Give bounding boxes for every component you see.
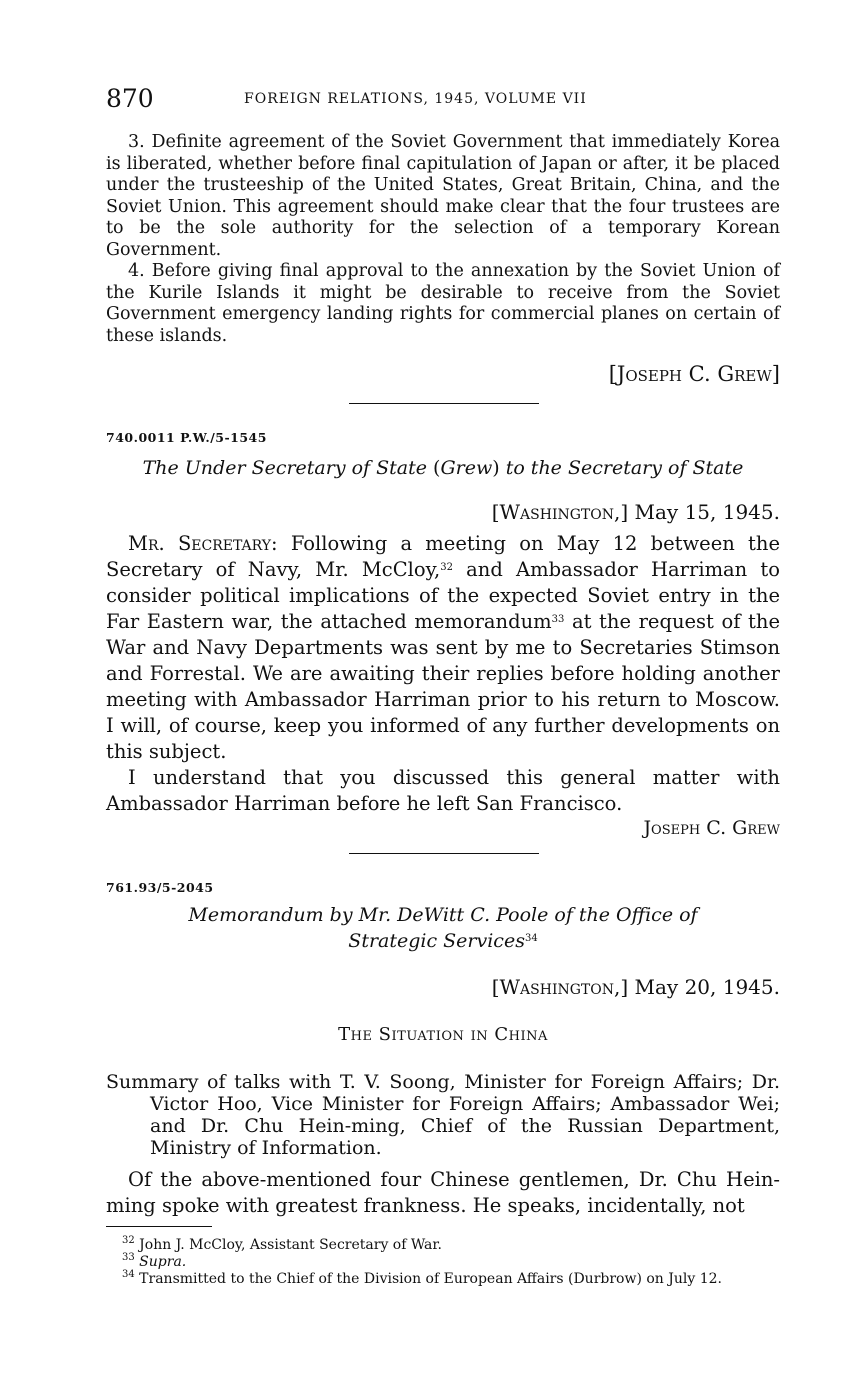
caption-name: Grew: [440, 457, 493, 479]
caption-line-2: [106, 928, 780, 954]
running-title: FOREIGN RELATIONS, 1945, VOLUME VII: [244, 91, 587, 107]
footnote-ref-32: 32: [440, 562, 453, 573]
caption-paren-open: (: [433, 457, 441, 479]
caption-paren-close: ): [492, 457, 500, 479]
signature-grew-bracketed: [Joseph C. Grew]: [608, 362, 780, 386]
document-caption-2: [106, 902, 780, 954]
dateline-date: May 20, 1945.: [628, 975, 780, 999]
letter-text: Following a meeting on May 12 between the Secretary of Navy, Mr. McCloy,: [106, 532, 780, 581]
section-divider: [349, 853, 539, 854]
letter-text: at the request of the War and Navy Departments was sent by me to Secretaries Stimson and Forrestal. We are awaiting their replies before holding another meeting with Ambassador Harriman prior to his return to Moscow. I will, of course, keep you informed of any further developments on this subject.: [106, 610, 780, 763]
memo-paragraph: Of the above-mentioned four Chinese gentlemen, Dr. Chu Hein-ming spoke with greatest frankness. He speaks, incidentally, not: [106, 1168, 780, 1217]
section-divider: [349, 403, 539, 404]
footnote-text: Supra.: [134, 1254, 187, 1270]
footnote-mark: 33: [122, 1252, 135, 1263]
dateline-date: May 15, 1945.: [628, 500, 780, 524]
footnote-mark: 34: [122, 1269, 135, 1280]
salutation: Mr. Secretary:: [128, 532, 278, 555]
document-caption-1: [106, 455, 780, 481]
file-number-1: 740.0011 P.W./5-1545: [106, 430, 267, 445]
dateline-place: [Washington,]: [491, 975, 629, 999]
footnote-ref-33: 33: [551, 614, 565, 625]
page-number: 870: [106, 84, 154, 113]
letter-paragraph-2: I understand that you discussed this general matter with Ambassador Harriman before he left San Francisco.: [106, 766, 780, 815]
memo-body: [106, 1167, 780, 1219]
top-section: [106, 132, 780, 347]
footnote-divider: [106, 1226, 212, 1227]
caption-part: The Under Secretary of State: [142, 457, 434, 479]
summary-paragraph: Summary of talks with T. V. Soong, Minister for Foreign Affairs; Dr. Victor Hoo, Vice Minister for Foreign Affairs; Ambassador Wei; and Dr. Chu Hein-ming, Chief of the Russian Department, Ministry of Information.: [106, 1071, 780, 1159]
footnote-mark: 32: [122, 1235, 135, 1246]
caption-text: Strategic Services: [348, 930, 525, 952]
footnote-ref-34: 34: [524, 933, 538, 944]
footnote-34: [106, 1271, 780, 1288]
footnote-text: John J. McCloy, Assistant Secretary of War.: [134, 1237, 442, 1253]
caption-line-1: Memorandum by Mr. DeWitt C. Poole of the Office of: [188, 904, 698, 926]
page-header: [106, 84, 780, 114]
footnote-text: Transmitted to the Chief of the Division of European Affairs (Durbrow) on July 12.: [134, 1271, 722, 1287]
dateline-1: [106, 500, 780, 524]
item-4-paragraph: 4. Before giving final approval to the annexation by the Soviet Union of the Kurile Islands it might be desirable to receive from the Soviet Government emergency landing rights for commercial planes on certain of these islands.: [106, 261, 780, 346]
summary-block: [106, 1071, 780, 1159]
footnote-32: [106, 1237, 780, 1254]
dateline-2: [106, 975, 780, 999]
item-3-paragraph: 3. Definite agreement of the Soviet Government that immediately Korea is liberated, whether before final capitulation of Japan or after, it be placed under the trusteeship of the United States, Great Britain, China, and the Soviet Union. This agreement should make clear that the four trustees are to be the sole authority for the selection of a temporary Korean Government.: [106, 132, 780, 260]
signature-grew: Joseph C. Grew: [643, 817, 780, 839]
letter-text: and Ambassador Harriman to consider political implications of the expected Soviet entry in the Far Eastern war, the attached memorandum: [106, 558, 780, 633]
footnotes: [106, 1237, 780, 1288]
section-title: The Situation in China: [338, 1024, 548, 1045]
letter-paragraph-1: [106, 531, 780, 765]
caption-part: to the Secretary of State: [499, 457, 744, 479]
footnote-33: [106, 1254, 780, 1271]
dateline-place: [Washington,]: [491, 500, 629, 524]
letter-body: [106, 531, 780, 817]
file-number-2: 761.93/5-2045: [106, 880, 214, 895]
